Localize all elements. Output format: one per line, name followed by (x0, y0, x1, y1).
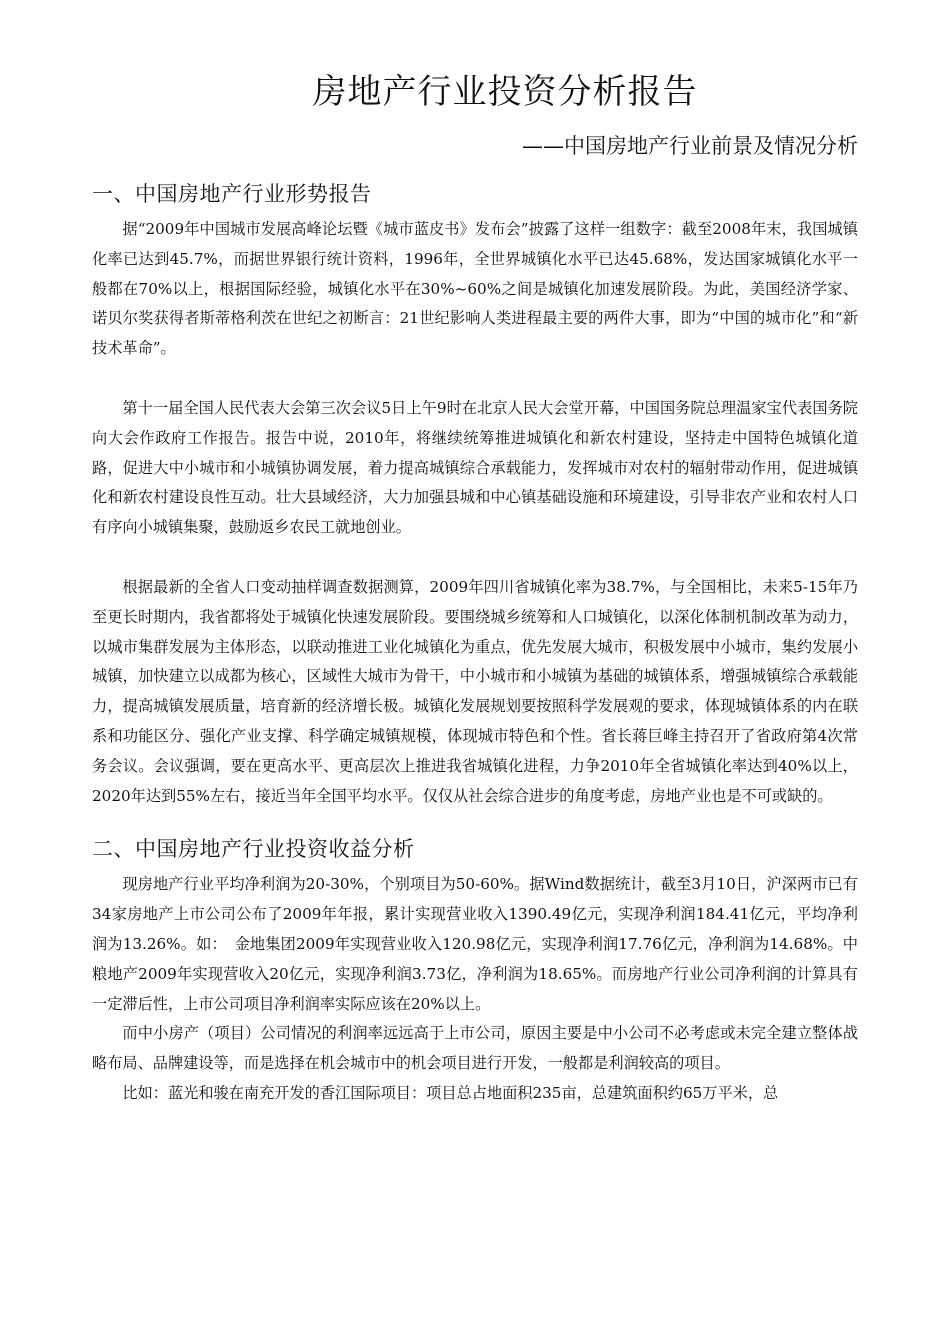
document-page (92, 70, 858, 1109)
paragraph: 第十一届全国人民代表大会第三次会议5日上午9时在北京人民大会堂开幕，中国国务院总理温家宝代表国务院向大会作政府工作报告。报告中说，2010年，将继续统筹推进城镇化和新农村建设，坚持走中国特色城镇化道路，促进大中小城市和小城镇协调发展，着力提高城镇综合承载能力，发挥城市对农村的辐射带动作用，促进城镇化和新农村建设良性互动。壮大县域经济，大力加强县城和中心镇基础设施和环境建设，引导非农产业和农村人口有序向小城镇集聚，鼓励返乡农民工就地创业。 (92, 398, 858, 537)
section-heading-2: 二、中国房地产行业投资收益分析 (92, 837, 415, 862)
document-subtitle: ——中国房地产行业前景及情况分析 (522, 134, 858, 158)
paragraph: 据“2009年中国城市发展高峰论坛暨《城市蓝皮书》发布会”披露了这样一组数字：截至2008年末，我国城镇化率已达到45.7%，而据世界银行统计资料，1996年，全世界城镇化水平已达45.68%，发达国家城镇化水平一般都在70%以上，根据国际经验，城镇化水平在30%~60%之间是城镇化加速发展阶段。为此，美国经济学家、诺贝尔奖获得者斯蒂格利茨在世纪之初断言：21世纪影响人类进程最主要的两件大事，即为“中国的城市化”和“新技术革命”。 (92, 220, 858, 358)
paragraph: 现房地产行业平均净利润为20-30%，个别项目为50-60%。据Wind数据统计，截至3月10日，沪深两市已有34家房地产上市公司公布了2009年年报，累计实现营业收入1390.49亿元，实现净利润184.41亿元，平均净利润为13.26%。如： 金地集团2009年实现营业收入120.98亿元，实现净利润17.76亿元，净利润为14.68%。中粮地产2009年实现营收入20亿元，实现净利润3.73亿，净利润为18.65%。而房地产行业公司净利润的计算具有一定滞后性，上市公司项目净利润率实际应该在20%以上。 (92, 875, 858, 1013)
document-title: 房地产行业投资分析报告 (312, 72, 698, 112)
section-heading-1: 一、中国房地产行业形势报告 (92, 182, 372, 206)
paragraph: 根据最新的全省人口变动抽样调查数据测算，2009年四川省城镇化率为38.7%，与全国相比，未来5-15年乃至更长时期内，我省都将处于城镇化快速发展阶段。要围绕城乡统筹和人口城镇化，以深化体制机制改革为动力，以城市集群发展为主体形态，以联动推进工业化城镇化为重点，优先发展大城市，积极发展中小城市，集约发展小城镇，加快建立以成都为核心，区域性大城市为骨干，中小城市和小城镇为基础的城镇体系，增强城镇综合承载能力，提高城镇发展质量，培育新的经济增长极。城镇化发展规划要按照科学发展观的要求，体现城镇体系的内在联系和功能区分、强化产业支撑、科学确定城镇规模，体现城市特色和个性。省长蒋巨峰主持召开了省政府第4次常务会议。会议强调，要在更高水平、更高层次上推进我省城镇化进程，力争2010年全省城镇化率达到40%以上，2020年达到55%左右，接近当年全国平均水平。仅仅从社会综合进步的角度考虑，房地产业也是不可或缺的。 (92, 577, 858, 805)
paragraph: 而中小房产（项目）公司情况的利润率远远高于上市公司，原因主要是中小公司不必考虑或未完全建立整体战略布局、品牌建设等，而是选择在机会城市中的机会项目进行开发，一般都是利润较高的项目。 (92, 1024, 858, 1073)
paragraph: 比如：蓝光和骏在南充开发的香江国际项目：项目总占地面积235亩，总建筑面积约65万平米，总 (122, 1083, 779, 1102)
